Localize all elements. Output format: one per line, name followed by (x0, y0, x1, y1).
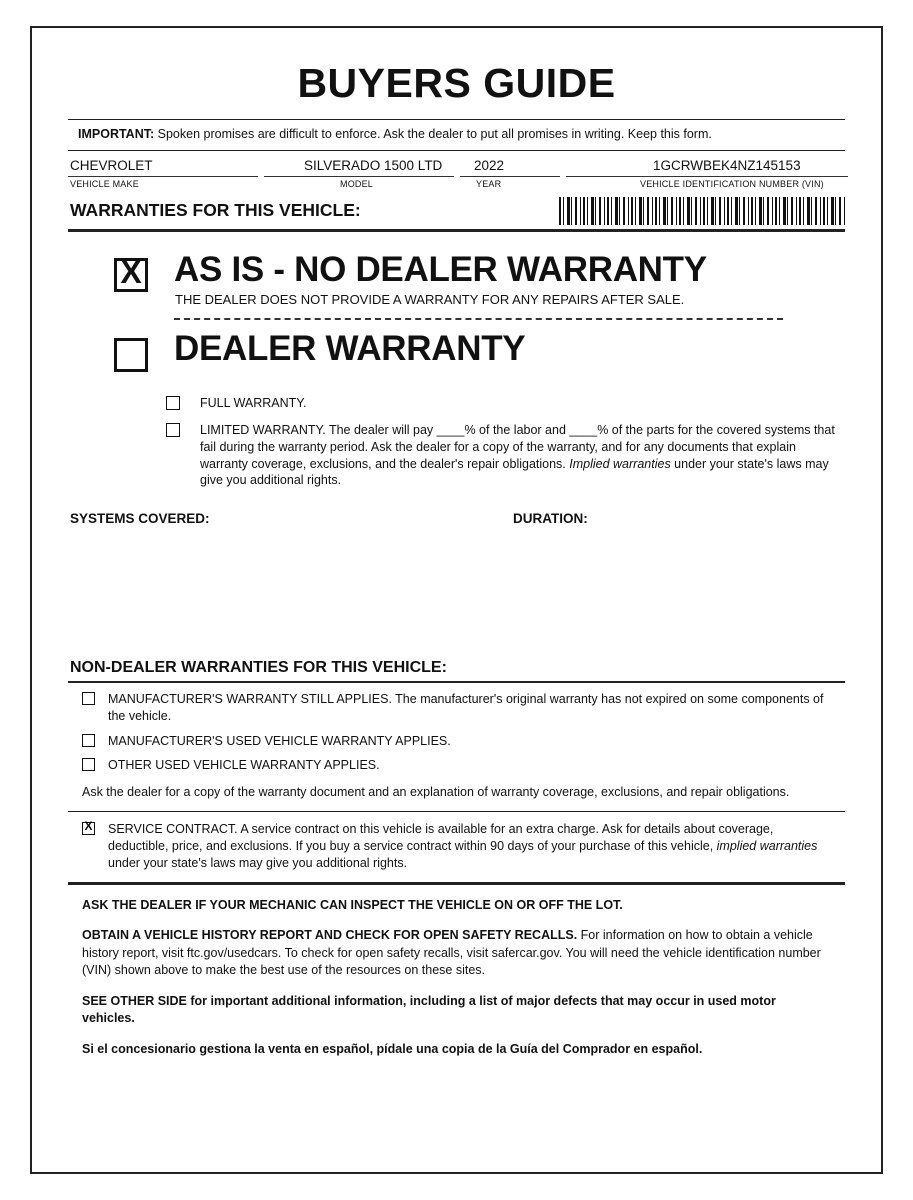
vehicle-model-label: MODEL (340, 178, 374, 189)
service-contract-checkbox-mark: X (84, 819, 93, 834)
other-warranty-text: OTHER USED VEHICLE WARRANTY APPLIES. (108, 758, 380, 773)
important-text: Spoken promises are difficult to enforce. Ask the dealer to put all promises in writing. Keep this form. (157, 127, 712, 141)
used-vehicle-warranty-checkbox[interactable] (82, 734, 95, 747)
vehicle-year-value: 2022 (474, 157, 505, 173)
as-is-subtitle: THE DEALER DOES NOT PROVIDE A WARRANTY FOR ANY REPAIRS AFTER SALE. (175, 291, 685, 307)
vehicle-year-label: YEAR (476, 178, 502, 189)
as-is-block (68, 249, 845, 326)
important-label: IMPORTANT: (78, 127, 155, 141)
footer-section (68, 897, 845, 1059)
full-warranty-row (68, 395, 845, 412)
vehicle-make-underline (68, 176, 258, 177)
divider-non-dealer (68, 681, 845, 683)
sheet-inner (68, 42, 845, 1158)
duration-label: DURATION: (513, 510, 588, 526)
vehicle-info-row (68, 153, 845, 197)
non-dealer-note: Ask the dealer for a copy of the warranty document and an explanation of warranty coverage, exclusions, and repair obligations. (82, 785, 790, 800)
page-title: BUYERS GUIDE (297, 60, 616, 106)
as-is-checkbox[interactable] (114, 253, 148, 292)
footer-spanish-text: Si el concesionario gestiona la venta en español, pídale una copia de la Guía del Comprador en español. (82, 1041, 703, 1056)
service-contract-text-2: under your state's laws may give you additional rights. (108, 856, 408, 871)
footer-other-side-bold: SEE OTHER SIDE (82, 993, 187, 1008)
dealer-warranty-title: DEALER WARRANTY (174, 328, 526, 368)
divider-above-footer (68, 882, 845, 885)
warranties-header: WARRANTIES FOR THIS VEHICLE: (70, 199, 361, 220)
vehicle-make-label: VEHICLE MAKE (70, 178, 139, 189)
divider-above-service-contract (68, 811, 845, 812)
limited-warranty-tail: under your state's laws may give you additional rights. (200, 456, 829, 488)
non-dealer-item-other-warranty (68, 757, 845, 774)
buyers-guide-sheet (30, 26, 883, 1174)
vehicle-year-underline (460, 176, 560, 177)
vehicle-vin-label: VEHICLE IDENTIFICATION NUMBER (VIN) (640, 178, 824, 189)
service-contract-row (68, 821, 845, 872)
systems-duration-row (68, 511, 845, 531)
footer-mechanic (82, 897, 825, 915)
dealer-warranty-checkbox[interactable] (114, 338, 148, 372)
other-warranty-checkbox[interactable] (82, 758, 95, 771)
vehicle-model-underline (264, 176, 454, 177)
important-notice (68, 120, 845, 150)
as-is-title: AS IS - NO DEALER WARRANTY (174, 249, 707, 289)
divider-under-important (68, 150, 845, 151)
limited-warranty-row (68, 422, 845, 489)
non-dealer-item-used-vehicle-warranty (68, 733, 845, 750)
limited-warranty-checkbox[interactable] (166, 423, 180, 437)
service-contract-checkbox[interactable] (82, 819, 95, 835)
systems-covered-label: SYSTEMS COVERED: (70, 510, 210, 526)
as-is-dashed-divider (174, 318, 783, 320)
footer-other-side (82, 993, 825, 1028)
vehicle-vin-value: 1GCRWBEK4NZ145153 (653, 157, 801, 173)
as-is-checkbox-mark: X (120, 253, 142, 290)
manufacturer-warranty-text: MANUFACTURER'S WARRANTY STILL APPLIES. The manufacturer's original warranty has not expired on some components of the vehicle. (108, 691, 824, 723)
full-warranty-checkbox[interactable] (166, 396, 180, 410)
divider-under-warranties (68, 229, 845, 232)
vehicle-vin-underline (566, 176, 848, 177)
footer-spanish (82, 1041, 825, 1059)
footer-history (82, 927, 825, 980)
warranties-header-row (68, 197, 845, 229)
non-dealer-item-manufacturer-warranty (68, 691, 845, 725)
dealer-warranty-block (68, 328, 845, 384)
limited-warranty-text: LIMITED WARRANTY. The dealer will pay ____% of the labor and ____% of the parts for the covered systems that fail during the warranty period. Ask the dealer for a copy of the warranty, and for any documents that explain warranty coverage, exclusions, and the dealer's repair obligations. (200, 423, 835, 471)
footer-history-text: For information on how to obtain a vehicle history report, visit ftc.gov/usedcars. To check for open safety recalls, visit safercar.gov. You will need the vehicle identification number (VIN) shown above to make the best use of the resources on these sites. (82, 928, 821, 977)
full-warranty-label: FULL WARRANTY. (200, 395, 307, 410)
non-dealer-header: NON-DEALER WARRANTIES FOR THIS VEHICLE: (70, 658, 447, 676)
used-vehicle-warranty-text: MANUFACTURER'S USED VEHICLE WARRANTY APPLIES. (108, 733, 451, 748)
footer-history-bold: OBTAIN A VEHICLE HISTORY REPORT AND CHECK FOR OPEN SAFETY RECALLS. (82, 928, 578, 942)
footer-other-side-text: for important additional information, including a list of major defects that may occur in used motor vehicles. (82, 993, 776, 1025)
vehicle-make-value: CHEVROLET (70, 157, 153, 173)
vehicle-model-value: SILVERADO 1500 LTD (304, 157, 443, 173)
service-contract-italic: implied warranties (716, 839, 818, 854)
footer-mechanic-text: ASK THE DEALER IF YOUR MECHANIC CAN INSPECT THE VEHICLE ON OR OFF THE LOT. (82, 897, 623, 912)
manufacturer-warranty-checkbox[interactable] (82, 692, 95, 705)
limited-warranty-italic: Implied warranties (569, 456, 671, 471)
service-contract-text-1: SERVICE CONTRACT. A service contract on this vehicle is available for an extra charge. Ask for details about coverage, deductible, price, and exclusions. If you buy a service contract within 90 days of your purchase of this vehicle, (108, 822, 774, 854)
vin-barcode-icon (559, 197, 845, 225)
